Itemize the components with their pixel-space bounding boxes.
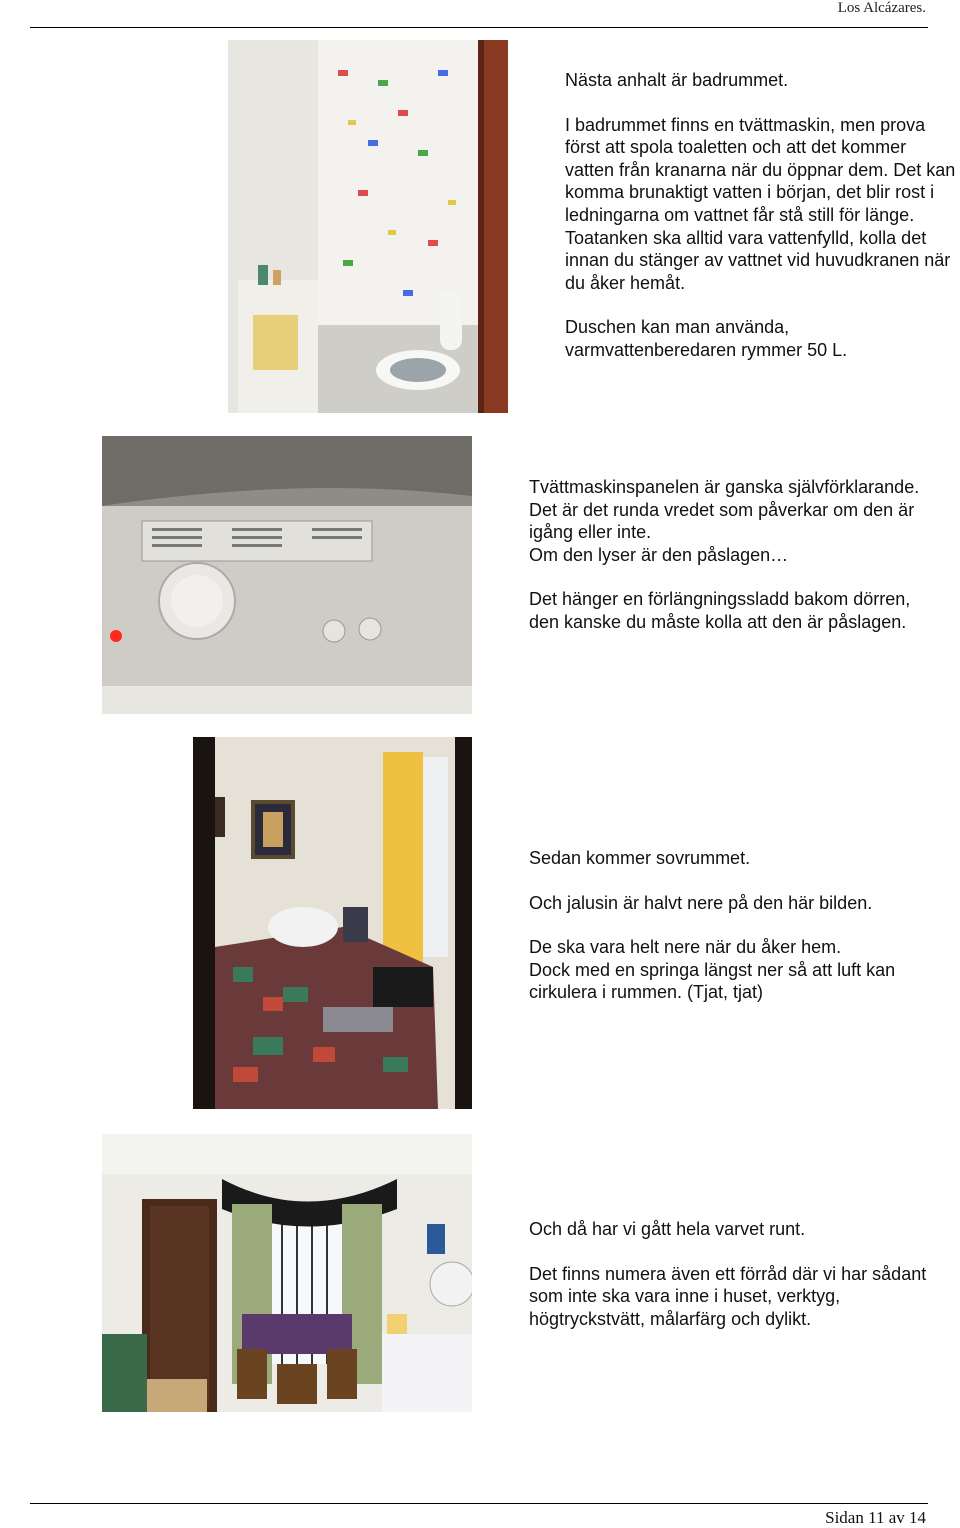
paragraph: Det finns numera även ett förråd där vi har sådant som inte ska vara inne i huset, verktyg, högtryckstvätt, målarfärg och dylikt. (529, 1263, 927, 1329)
page-number: Sidan 11 av 14 (825, 1508, 926, 1527)
bathroom-text (565, 69, 960, 362)
paragraph: Och jalusin är halvt nere på den här bilden. (529, 892, 873, 913)
paragraph: Duschen kan man använda, varmvattenberedaren rymmer 50 L. (565, 317, 848, 360)
washing-machine-text (529, 476, 929, 634)
paragraph: Sedan kommer sovrummet. (529, 848, 751, 868)
paragraph: Det hänger en förlängningssladd bakom dörren, den kanske du måste kolla att den är påslagen. (529, 589, 911, 632)
paragraph: Och då har vi gått hela varvet runt. (529, 1219, 806, 1239)
footer-rule (30, 1503, 928, 1504)
living-room-photo (102, 1134, 472, 1412)
bedroom-text (529, 847, 929, 1004)
paragraph: Nästa anhalt är badrummet. (565, 70, 789, 90)
living-room-text (529, 1218, 929, 1330)
paragraph: Toatanken ska alltid vara vattenfylld, kolla det innan du stänger av vattnet vid huvudkranen när du åker hemåt. (565, 227, 951, 293)
paragraph: I badrummet finns en tvättmaskin, men prova först att spola toaletten och att det kommer vatten från kranarna när du öppnar dem. Det kan komma brunaktigt vatten i början, det blir rost i ledningarna om vattnet får stå still för länge. (565, 114, 956, 225)
header-rule (30, 27, 928, 28)
header-title: Los Alcázares. (837, 0, 926, 16)
paragraph: Dock med en springa längst ner så att luft kan cirkulera i rummen. (Tjat, tjat) (529, 959, 896, 1003)
paragraph: Om den lyser är den påslagen… (529, 544, 789, 565)
washing-machine-panel-photo (102, 436, 472, 714)
bedroom-photo (193, 737, 472, 1109)
paragraph: Det är det runda vredet som påverkar om den är igång eller inte. (529, 499, 915, 543)
paragraph: Tvättmaskinspanelen är ganska självförklarande. (529, 477, 920, 497)
bathroom-photo (228, 40, 508, 413)
paragraph: De ska vara helt nere när du åker hem. (529, 937, 842, 958)
